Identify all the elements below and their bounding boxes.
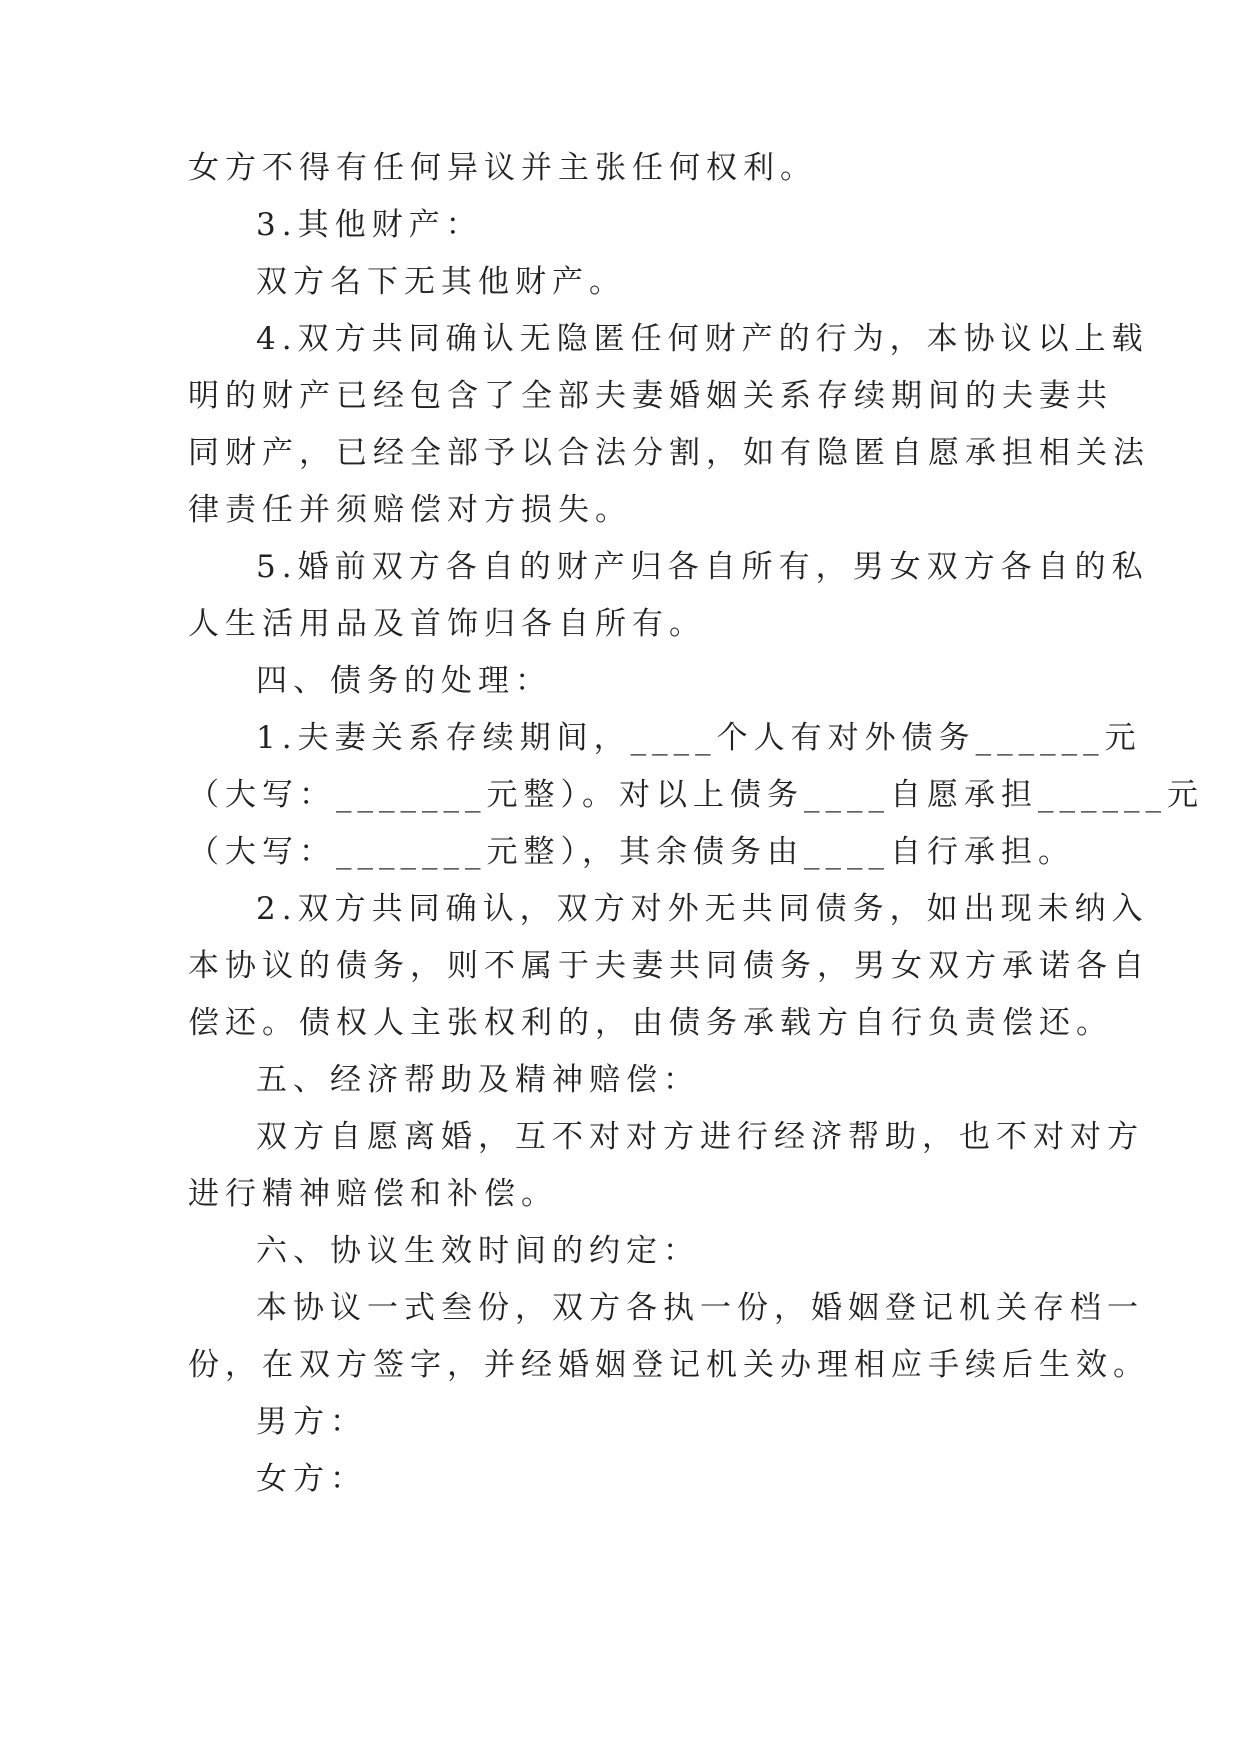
paragraph-line: 3.其他财产： (256, 207, 483, 243)
signature-female-label: 女方： (256, 1461, 367, 1497)
paragraph-line: 2.双方共同确认，双方对外无共同债务，如出现未纳入 (256, 891, 1149, 927)
paragraph-line: 明的财产已经包含了全部夫妻婚姻关系存续期间的夫妻共 (188, 378, 1113, 414)
paragraph-line: 4.双方共同确认无隐匿任何财产的行为，本协议以上载 (256, 321, 1149, 357)
paragraph-line: （大写：_______元整）。对以上债务____自愿承担______元 (188, 777, 1204, 813)
paragraph-line: 人生活用品及首饰归各自所有。 (188, 606, 706, 642)
paragraph-line: 同财产，已经全部予以合法分割，如有隐匿自愿承担相关法 (188, 435, 1150, 471)
paragraph-line: 双方自愿离婚，互不对对方进行经济帮助，也不对对方 (256, 1119, 1144, 1155)
paragraph-line: 1.夫妻关系存续期间，____个人有对外债务______元 (256, 720, 1142, 756)
paragraph-line: 女方不得有任何异议并主张任何权利。 (188, 150, 817, 186)
section-heading: 六、协议生效时间的约定： (256, 1233, 700, 1269)
section-heading: 五、经济帮助及精神赔偿： (256, 1062, 700, 1098)
paragraph-line: 份，在双方签字，并经婚姻登记机关办理相应手续后生效。 (188, 1347, 1150, 1383)
section-heading: 四、债务的处理： (256, 663, 552, 699)
signature-male-label: 男方： (256, 1404, 367, 1440)
paragraph-line: 律责任并须赔偿对方损失。 (188, 492, 632, 528)
paragraph-line: 偿还。债权人主张权利的，由债务承载方自行负责偿还。 (188, 1005, 1113, 1041)
paragraph-line: （大写：_______元整），其余债务由____自行承担。 (188, 834, 1075, 870)
paragraph-line: 5.婚前双方各自的财产归各自所有，男女双方各自的私 (256, 549, 1149, 585)
paragraph-line: 本协议一式叁份，双方各执一份，婚姻登记机关存档一 (256, 1290, 1144, 1326)
paragraph-line: 进行精神赔偿和补偿。 (188, 1176, 558, 1212)
paragraph-line: 本协议的债务，则不属于夫妻共同债务，男女双方承诺各自 (188, 948, 1150, 984)
paragraph-line: 双方名下无其他财产。 (256, 264, 626, 300)
